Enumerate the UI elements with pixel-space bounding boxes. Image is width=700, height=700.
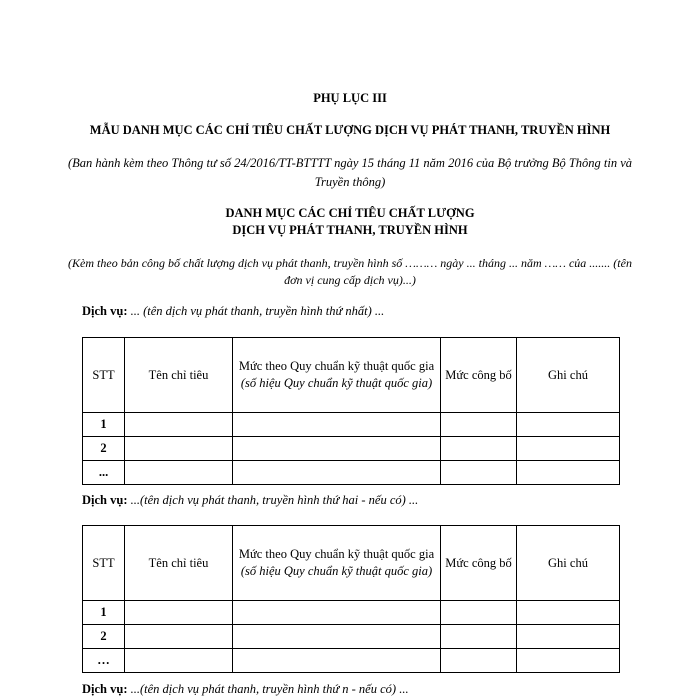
header-note: Ghi chú bbox=[517, 526, 620, 601]
declared-cell bbox=[441, 625, 517, 649]
issuance-note: (Ban hành kèm theo Thông tư số 24/2016/TT-BTTTT ngày 15 tháng 11 năm 2016 của Bộ trưởng Bộ Thông tin và Truyền thông) bbox=[67, 156, 633, 189]
form-title: MẪU DANH MỤC CÁC CHỈ TIÊU CHẤT LƯỢNG DỊCH VỤ PHÁT THANH, TRUYỀN HÌNH bbox=[89, 123, 611, 137]
header-regulation-line1: Mức theo Quy chuẩn kỹ thuật quốc gia bbox=[238, 547, 435, 561]
regulation-cell bbox=[233, 461, 441, 485]
header-stt: STT bbox=[83, 338, 125, 413]
name-cell bbox=[125, 413, 233, 437]
header-regulation-line2: (số hiệu Quy chuẩn kỹ thuật quốc gia) bbox=[240, 564, 433, 578]
attach-note: (Kèm theo bản công bố chất lượng dịch vụ phát thanh, truyền hình số ……… ngày ... tháng ... năm …… của ....... (tên đơn vị cung cấp dịch vụ)...) bbox=[68, 256, 632, 287]
service-label: Dịch vụ: bbox=[82, 682, 128, 696]
table-row bbox=[83, 625, 620, 649]
service-label: Dịch vụ: bbox=[82, 304, 128, 318]
stt-cell: 1 bbox=[83, 413, 125, 437]
stt-cell: 2 bbox=[83, 625, 125, 649]
declared-cell bbox=[441, 437, 517, 461]
regulation-cell bbox=[233, 413, 441, 437]
header-note: Ghi chú bbox=[517, 338, 620, 413]
header-regulation-line2: (số hiệu Quy chuẩn kỹ thuật quốc gia) bbox=[240, 376, 433, 390]
note-cell bbox=[517, 601, 620, 625]
service-desc: ... (tên dịch vụ phát thanh, truyền hình thứ nhất) ... bbox=[127, 304, 385, 318]
list-title-line1: DANH MỤC CÁC CHỈ TIÊU CHẤT LƯỢNG bbox=[225, 206, 475, 220]
declared-cell bbox=[441, 461, 517, 485]
name-cell bbox=[125, 625, 233, 649]
declared-cell bbox=[441, 649, 517, 673]
stt-cell: 2 bbox=[83, 437, 125, 461]
service-desc: ...(tên dịch vụ phát thanh, truyền hình thứ n - nếu có) ... bbox=[127, 682, 409, 696]
name-cell bbox=[125, 649, 233, 673]
stt-cell: 1 bbox=[83, 601, 125, 625]
header-regulation bbox=[233, 338, 441, 413]
declared-cell bbox=[441, 601, 517, 625]
header-stt: STT bbox=[83, 526, 125, 601]
service-line-3 bbox=[82, 682, 409, 697]
service-desc: ...(tên dịch vụ phát thanh, truyền hình thứ hai - nếu có) ... bbox=[127, 493, 419, 507]
header-regulation bbox=[233, 526, 441, 601]
note-cell bbox=[517, 413, 620, 437]
note-cell bbox=[517, 649, 620, 673]
service-line-1 bbox=[82, 304, 384, 319]
appendix-title: PHỤ LỤC III bbox=[313, 91, 387, 105]
stt-cell: ... bbox=[83, 461, 125, 485]
indicator-table-2 bbox=[82, 525, 620, 673]
regulation-cell bbox=[233, 437, 441, 461]
regulation-cell bbox=[233, 625, 441, 649]
indicator-table-1 bbox=[82, 337, 620, 485]
table-row bbox=[83, 437, 620, 461]
service-label: Dịch vụ: bbox=[82, 493, 128, 507]
table-row bbox=[83, 461, 620, 485]
name-cell bbox=[125, 437, 233, 461]
table-row bbox=[83, 413, 620, 437]
table-row bbox=[83, 649, 620, 673]
note-cell bbox=[517, 461, 620, 485]
header-name: Tên chỉ tiêu bbox=[125, 526, 233, 601]
header-name: Tên chỉ tiêu bbox=[125, 338, 233, 413]
name-cell bbox=[125, 601, 233, 625]
table-row bbox=[83, 601, 620, 625]
service-line-2 bbox=[82, 493, 418, 508]
header-declared: Mức công bố bbox=[441, 526, 517, 601]
regulation-cell bbox=[233, 601, 441, 625]
table-header-row bbox=[83, 338, 620, 413]
list-title-line2: DỊCH VỤ PHÁT THANH, TRUYỀN HÌNH bbox=[232, 223, 468, 237]
regulation-cell bbox=[233, 649, 441, 673]
declared-cell bbox=[441, 413, 517, 437]
stt-cell: … bbox=[83, 649, 125, 673]
name-cell bbox=[125, 461, 233, 485]
header-regulation-line1: Mức theo Quy chuẩn kỹ thuật quốc gia bbox=[238, 359, 435, 373]
note-cell bbox=[517, 625, 620, 649]
note-cell bbox=[517, 437, 620, 461]
table-header-row bbox=[83, 526, 620, 601]
list-title bbox=[60, 205, 640, 239]
header-declared: Mức công bố bbox=[441, 338, 517, 413]
